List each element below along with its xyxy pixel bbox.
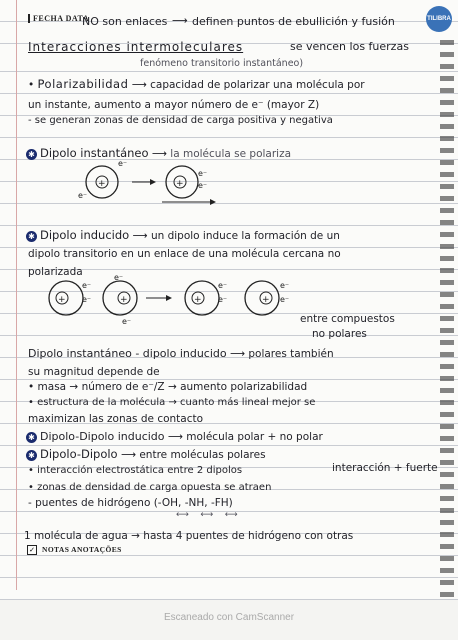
opposite-charge-line: • zonas de densidad de carga opuesta se atraen [28,482,272,493]
page-title: Interacciones intermoleculares [28,40,244,54]
svg-text:e⁻: e⁻ [78,191,88,200]
asterisk-bullet-icon: ✱ [26,149,37,160]
title-note: se vencen los fuerzas [290,40,409,53]
induced-dipole-def-2: dipolo transitorio en un enlace de una molécula cercana no [28,248,341,260]
note-boiling-melting: definen puntos de ebullición y fusión [192,15,395,28]
spiral-binding [440,40,454,600]
svg-text:e⁻: e⁻ [280,281,290,290]
svg-text:e⁻: e⁻ [82,295,92,304]
double-arrow-icons: ⟷ ⟷ ⟷ [176,510,238,520]
dipole-dipole-line: ✱ Dipolo-Dipolo ⟶ entre moléculas polares [26,447,266,461]
polarizability-line: • Polarizabilidad ⟶ capacidad de polarizar una molécula por [28,77,365,91]
svg-text:e⁻: e⁻ [280,295,290,304]
svg-text:e⁻: e⁻ [198,181,208,190]
date-field-label: FECHA DATA [28,14,89,23]
magnitude-line: su magnitud depende de [28,366,160,378]
notes-label: NOTAS ANOTAÇÕES [42,545,122,554]
maximize-line: maximizan las zonas de contacto [28,413,204,425]
svg-text:e⁻: e⁻ [198,169,208,178]
electrostatic-line: • interacción electrostática entre 2 dipolos [28,465,243,476]
svg-text:e⁻: e⁻ [82,281,92,290]
zones-line: - se generan zonas de densidad de carga positiva y negativa [28,115,333,126]
svg-text:+: + [194,295,202,305]
svg-text:+: + [176,179,184,189]
induced-dipole-line: ✱ Dipolo inducido ⟶ un dipolo induce la formación de un [26,228,340,242]
instant-induced-line: Dipolo instantáneo - dipolo inducido ⟶ polares también [28,347,334,360]
svg-text:+: + [262,295,270,305]
between-compounds-note: entre compuestos [300,313,395,325]
induced-dipole-def-3: polarizada [28,266,83,278]
margin-line [16,0,17,590]
hydrogen-bonds-line: - puentes de hidrógeno (-OH, -NH, -FH) [28,497,233,509]
scanner-watermark: Escaneado con CamScanner [163,612,295,623]
svg-text:+: + [58,295,66,305]
brand-logo: TILIBRA [426,6,452,32]
stronger-interaction-note: interacción + fuerte [332,462,438,474]
asterisk-bullet-icon: ✱ [26,231,37,242]
asterisk-bullet-icon: ✱ [26,450,37,461]
dipole-induced-dipole-line: ✱ Dipolo-Dipolo inducido ⟶ molécula polar + no polar [26,430,323,443]
svg-text:e⁻: e⁻ [218,295,228,304]
instant-dipole-diagram [60,158,240,206]
structure-line: • estructura de la molécula → cuanto más lineal mejor se [28,397,316,408]
phenomenon-note: fenómeno transitorio instantáneo) [140,58,304,69]
induced-dipole-diagram [38,272,308,328]
mass-line: • masa → número de e⁻/Z → aumento polarizabilidad [28,381,308,393]
svg-text:+: + [120,295,128,305]
asterisk-bullet-icon: ✱ [26,432,37,443]
svg-text:e⁻: e⁻ [122,317,132,326]
note-not-bonds: NO son enlaces [82,15,168,28]
checkbox-icon: ✓ [27,545,37,555]
svg-text:e⁻: e⁻ [114,273,124,282]
instant-dipole-line: ✱ Dipolo instantáneo ⟶ la molécula se polariza [26,146,291,160]
svg-text:e⁻: e⁻ [118,159,128,168]
svg-text:+: + [98,179,106,189]
svg-text:e⁻: e⁻ [218,281,228,290]
arrow-icon: ⟶ [172,14,188,27]
non-polar-note: no polares [312,328,367,340]
water-line: 1 molécula de agua → hasta 4 puentes de hidrógeno con otras [24,530,354,542]
polarizability-def-2: un instante, aumento a mayor número de e⁻ (mayor Z) [28,99,320,111]
